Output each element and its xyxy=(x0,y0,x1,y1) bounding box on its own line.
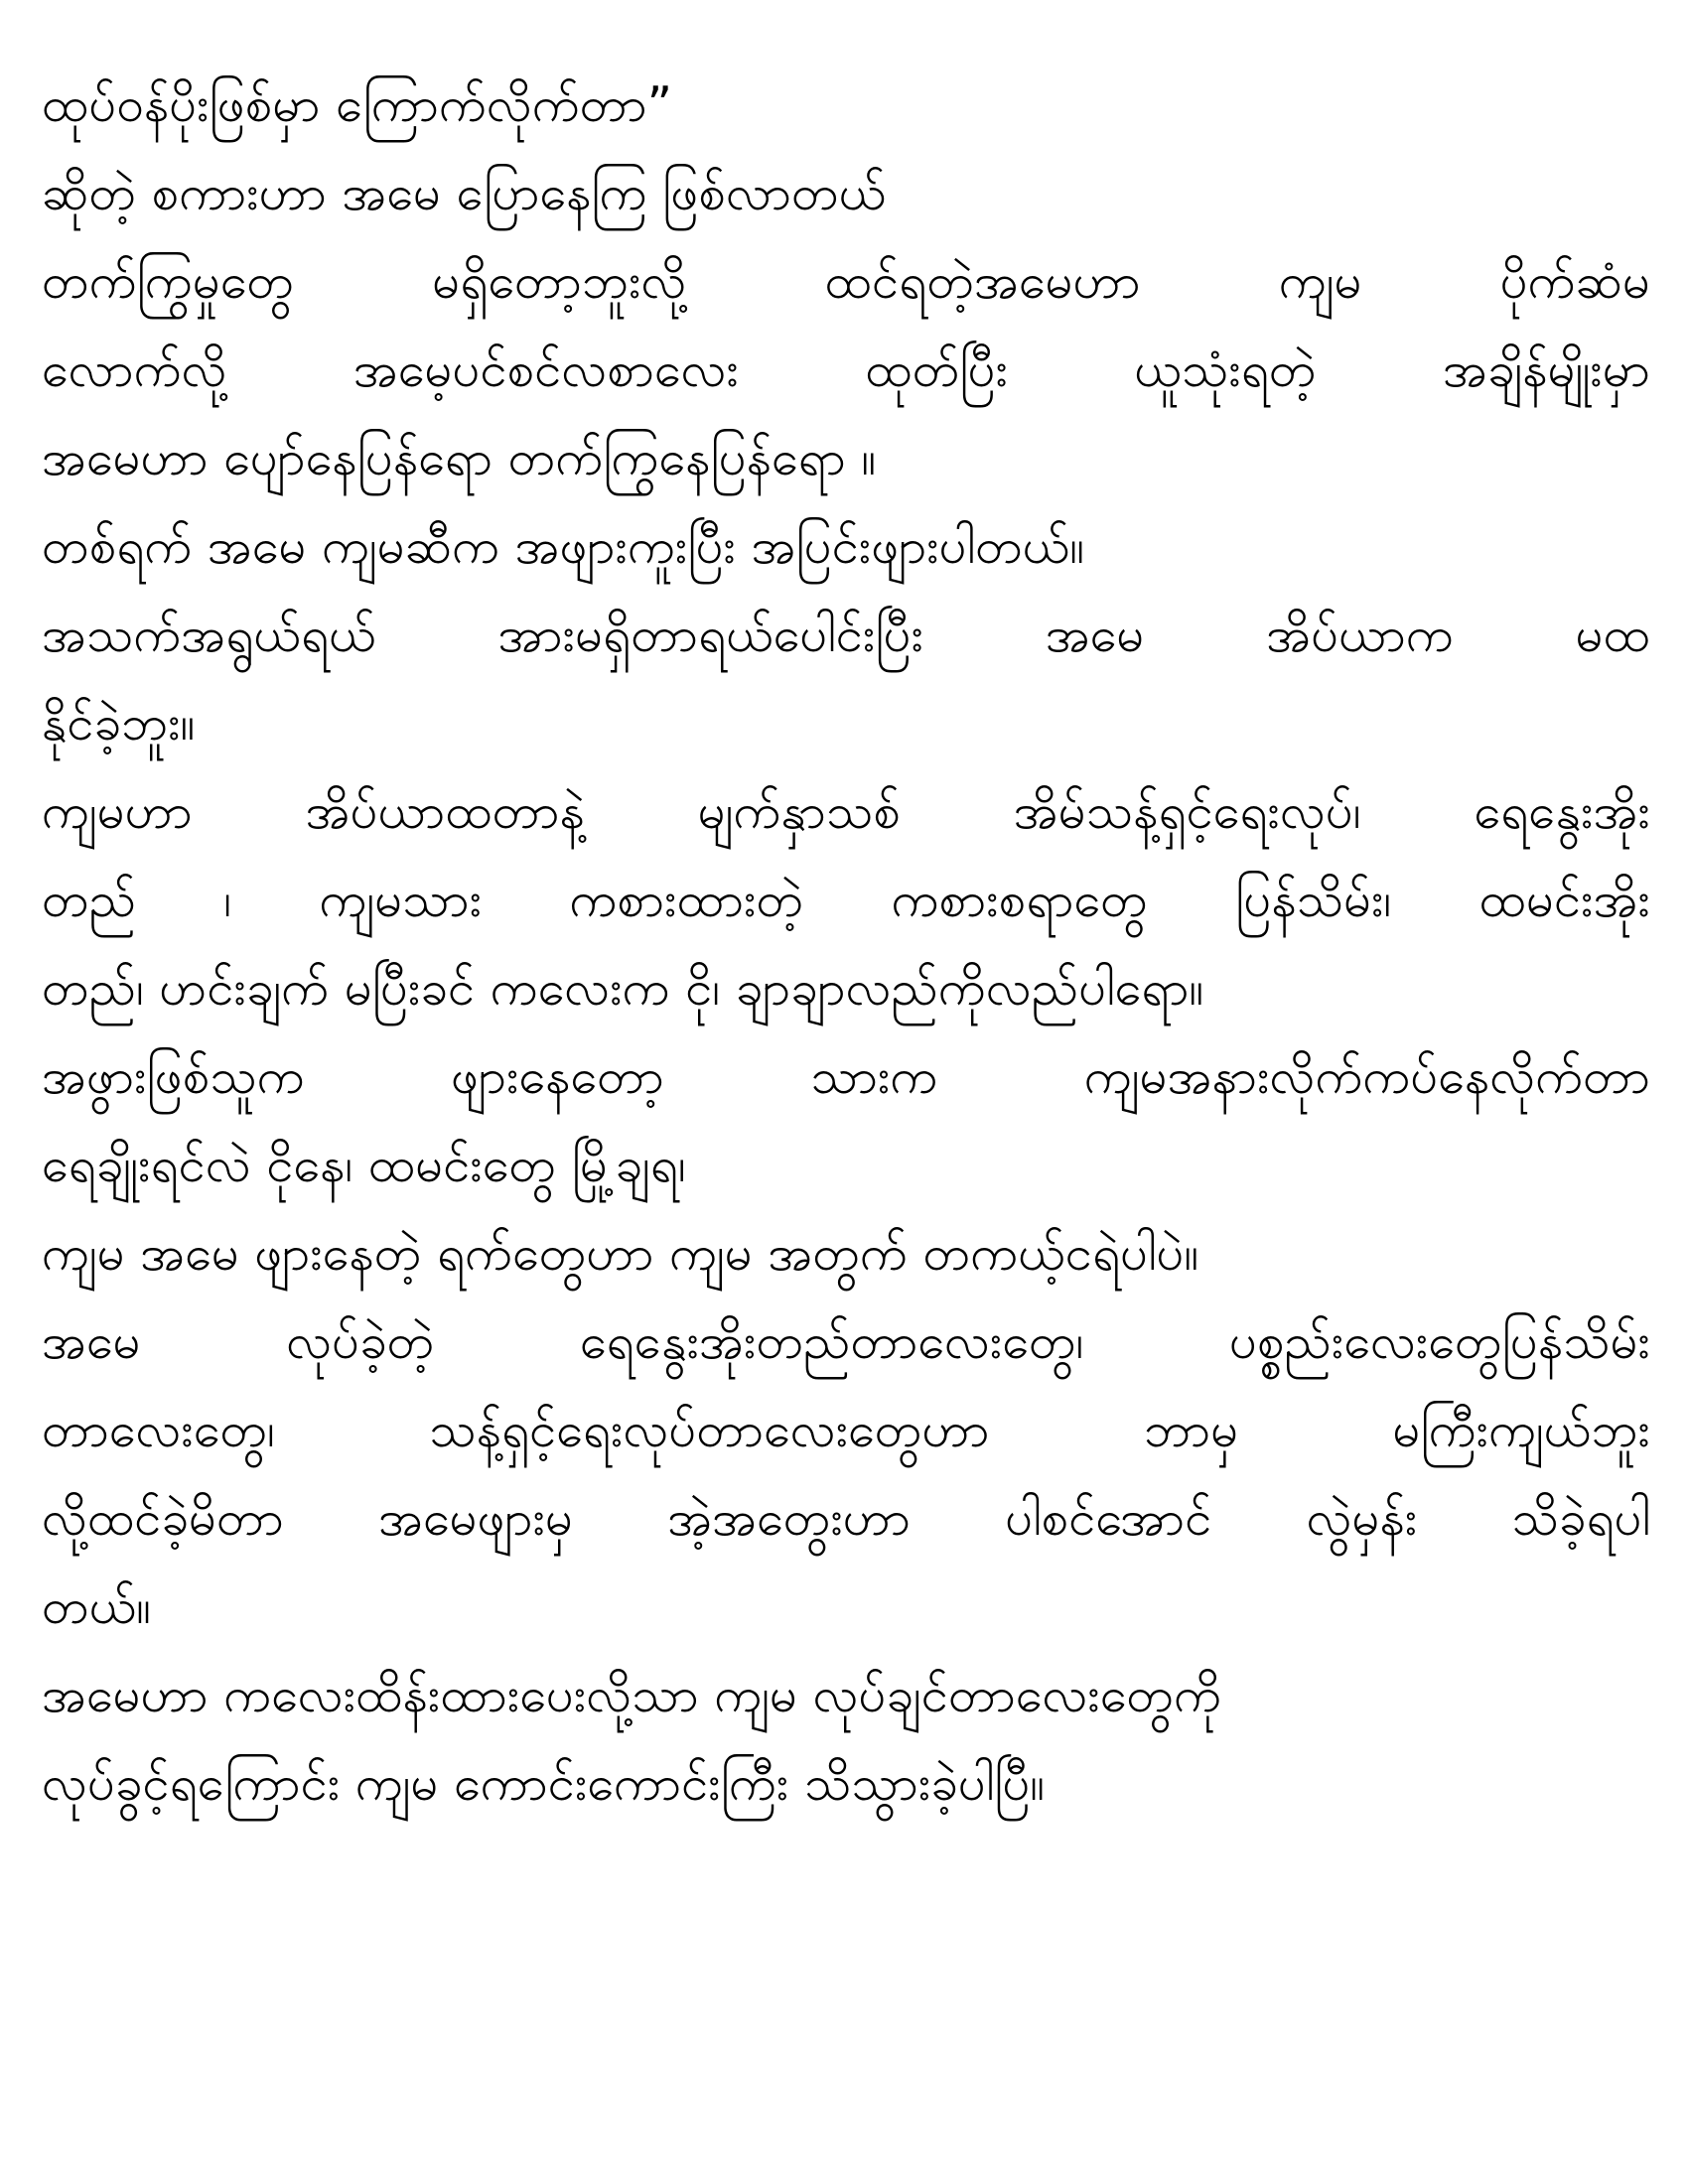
text-line: တည် ၊ ကျမသား ကစားထားတဲ့ ကစားစရာတွေ ပြန်သိမ်း၊ ထမင်းအိုး xyxy=(42,872,1650,928)
text-line: ကျမ အမေ ဖျားနေတဲ့ ရက်တွေဟာ ကျမ အတွက် တကယ့်ငရဲပါပဲ။ xyxy=(42,1225,1199,1282)
text-line: တစ်ရက် အမေ ကျမဆီက အဖျားကူးပြီး အပြင်းဖျားပါတယ်။ xyxy=(42,518,1085,575)
text-line: တည်၊ ဟင်းချက် မပြီးခင် ကလေးက ငို၊ ချာချာလည်ကိုလည်ပါရော။ xyxy=(42,960,1204,1017)
text-line: လောက်လို့ အမေ့ပင်စင်လစာလေး ထုတ်ပြီး ယူသုံးရတဲ့ အချိန်မျိုးမှာ xyxy=(42,341,1650,398)
text-line: အမေ လုပ်ခဲ့တဲ့ ရေနွေးအိုးတည်တာလေးတွေ၊ ပစ္စည်းလေးတွေပြန်သိမ်း xyxy=(42,1313,1650,1370)
text-line: အဖွားဖြစ်သူက ဖျားနေတော့ သားက ကျမအနားလိုက်ကပ်နေလိုက်တာ xyxy=(42,1048,1650,1105)
text-line: လို့ထင်ခဲ့မိတာ အမေဖျားမှ အဲ့အတွေးဟာ ပါစင်အောင် လွဲမှန်း သိခဲ့ရပါ xyxy=(42,1490,1650,1547)
document-body xyxy=(42,62,1650,2166)
text-line: ထုပ်ဝန်ပိုးဖြစ်မှာ ကြောက်လိုက်တာ” xyxy=(42,76,673,133)
text-line: အမေဟာ ပျော်နေပြန်ရော တက်ကြွနေပြန်ရော ။ xyxy=(42,430,877,486)
text-line: အမေဟာ ကလေးထိန်းထားပေးလို့သာ ကျမ လုပ်ချင်တာလေးတွေကို xyxy=(42,1667,1222,1723)
text-line: လုပ်ခွင့်ရကြောင်း ကျမ ကောင်းကောင်းကြီး သိသွားခဲ့ပါပြီ။ xyxy=(42,1755,1046,1812)
text-line: ကျမဟာ အိပ်ယာထတာနဲ့ မျက်နှာသစ် အိမ်သန့်ရှင့်ရေးလုပ်၊ ရေနွေးအိုး xyxy=(42,783,1650,840)
text-line: အသက်အရွယ်ရယ် အားမရှိတာရယ်ပေါင်းပြီး အမေ အိပ်ယာက မထ xyxy=(42,607,1650,663)
text-line: တက်ကြွမှုတွေ မရှိတော့ဘူးလို့ ထင်ရတဲ့အမေဟာ ကျမ ပိုက်ဆံမ xyxy=(42,253,1650,310)
text-line: တာလေးတွေ၊ သန့်ရှင့်ရေးလုပ်တာလေးတွေဟာ ဘာမှ မကြီးကျယ်ဘူး xyxy=(42,1402,1650,1458)
text-line: ဆိုတဲ့ စကားဟာ အမေ ပြောနေကြ ဖြစ်လာတယ် xyxy=(42,165,887,221)
text-line: ရေချိုးရင်လဲ ငိုနေ၊ ထမင်းတွေ မြို့ချရ၊ xyxy=(42,1137,686,1193)
text-line: တယ်။ xyxy=(42,1578,152,1635)
text-line: နိုင်ခဲ့ဘူး။ xyxy=(42,695,196,751)
